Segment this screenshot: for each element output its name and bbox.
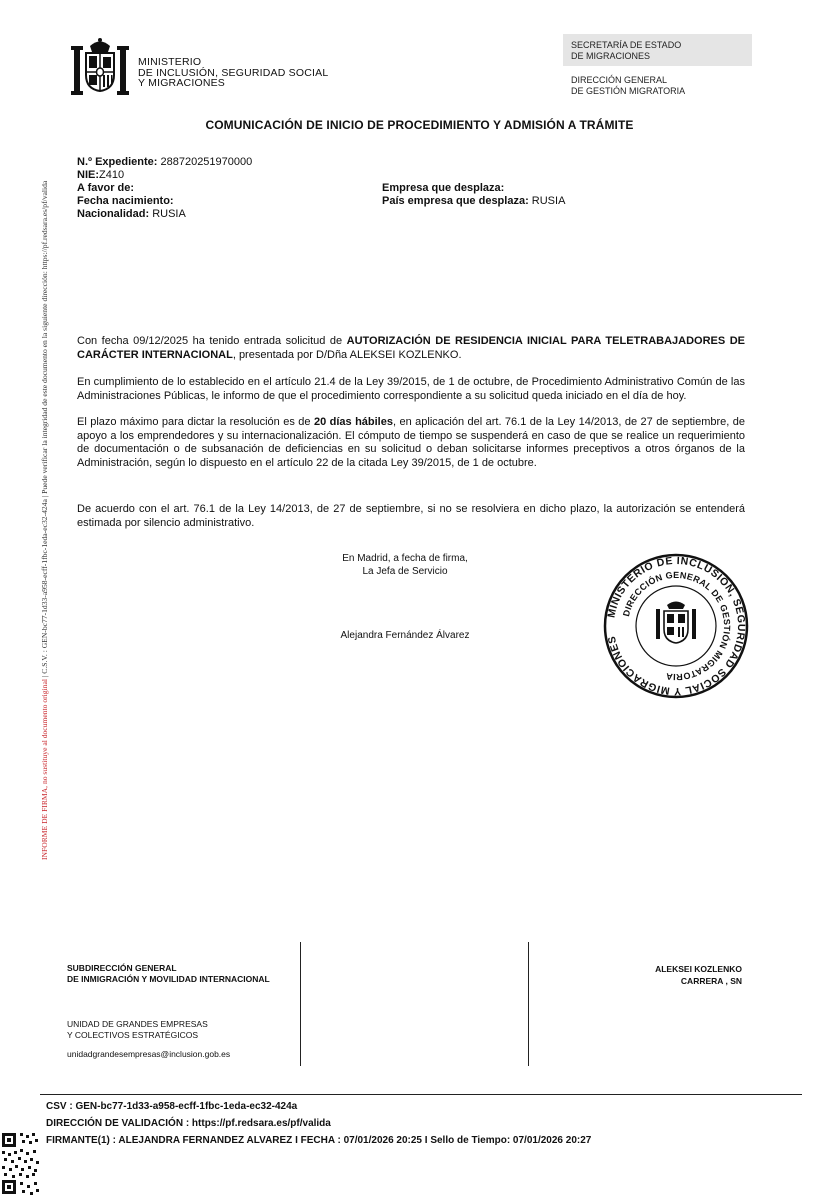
- field-favor: [77, 182, 134, 195]
- addressee-name: ALEKSEI KOZLENKO: [655, 964, 742, 974]
- ministry-line-1: MINISTERIO: [138, 56, 202, 68]
- unidad-line-2: Y COLECTIVOS ESTRATÉGICOS: [67, 1030, 198, 1040]
- vertical-divider-left: [300, 942, 301, 1066]
- nie-value: Z410: [99, 169, 125, 181]
- expediente-label: N.º Expediente:: [77, 156, 158, 168]
- signature-role: La Jefa de Servicio: [362, 565, 448, 577]
- ministry-name: [138, 57, 328, 89]
- direccion-line-1: DIRECCIÓN GENERAL: [571, 75, 668, 85]
- expediente-value: 288720251970000: [160, 156, 253, 168]
- p1-text-a: Con fecha 09/12/2025 ha tenido entrada solicitud de: [77, 335, 347, 347]
- paragraph-1: [77, 335, 745, 362]
- subdireccion-line-2: DE INMIGRACIÓN Y MOVILIDAD INTERNACIONAL: [67, 974, 270, 984]
- side-text-black: | C.S.V. : GEN-bc77-1d33-a958-ecff-1fbc-1eda-ec32-424a | Puede verificar la integridad de este documento en la siguiente dirección: https://pf.redsara.es/pf/valida: [40, 180, 49, 680]
- ministry-line-3: Y MIGRACIONES: [138, 77, 226, 89]
- vertical-divider-right: [528, 942, 529, 1066]
- nie-label: NIE:: [77, 169, 99, 181]
- validation-url-line: DIRECCIÓN DE VALIDACIÓN : https://pf.redsara.es/pf/valida: [46, 1118, 331, 1129]
- field-fecha-nacimiento: [77, 195, 174, 208]
- favor-label: A favor de:: [77, 182, 135, 194]
- subdireccion-line-1: SUBDIRECCIÓN GENERAL: [67, 963, 177, 973]
- document-title: COMUNICACIÓN DE INICIO DE PROCEDIMIENTO Y ADMISIÓN A TRÁMITE: [205, 118, 634, 132]
- pais-label: País empresa que desplaza:: [382, 195, 529, 207]
- fecha-nac-label: Fecha nacimiento:: [77, 195, 174, 207]
- paragraph-3: [77, 416, 745, 470]
- stamp-coat-icon: [656, 602, 696, 644]
- ministry-line-2: DE INCLUSIÓN, SEGURIDAD SOCIAL: [138, 66, 329, 79]
- addressee-address: CARRERA , SN: [680, 976, 742, 986]
- signer-name: Alejandra Fernández Álvarez: [340, 630, 470, 641]
- field-expediente: [77, 156, 252, 169]
- signer-line: FIRMANTE(1) : ALEJANDRA FERNANDEZ ALVAREZ I FECHA : 07/01/2026 20:25 I Sello de Tiempo: 07/01/2026 20:27: [46, 1135, 592, 1146]
- paragraph-2: En cumplimiento de lo establecido en el artículo 21.4 de la Ley 39/2015, de 1 de octubre, de Procedimiento Administrativo Común de las Administraciones Públicas, le informo de que el procedimiento correspondiente a su solicitud queda iniciado en el día de hoy.: [77, 376, 745, 402]
- signature-place: En Madrid, a fecha de firma,: [342, 553, 468, 564]
- official-stamp: [603, 553, 749, 699]
- stamp-inner-text: DIRECCIÓN GENERAL DE GESTIÓN MIGRATORIA: [620, 569, 733, 683]
- p1-text-c: , presentada por D/Dña ALEKSEI KOZLENKO.: [232, 348, 462, 361]
- unidad-line-1: UNIDAD DE GRANDES EMPRESAS: [67, 1019, 208, 1029]
- footer-divider: [40, 1094, 802, 1095]
- paragraph-4: De acuerdo con el art. 76.1 de la Ley 14/2013, de 27 de septiembre, si no se resolviera en dicho plazo, la autorización se entenderá estimada por silencio administrativo.: [77, 503, 745, 529]
- field-nacionalidad: [77, 208, 186, 221]
- secretaria-line-2: DE MIGRACIONES: [571, 51, 651, 61]
- field-nie: [77, 169, 124, 182]
- secretaria-line-1: SECRETARÍA DE ESTADO: [571, 40, 682, 50]
- stamp-outer-text: MINISTERIO DE INCLUSIÓN, SEGURIDAD SOCIAL Y MIGRACIONES: [605, 554, 748, 698]
- empresa-label: Empresa que desplaza:: [382, 182, 505, 194]
- p3-text-a: El plazo máximo para dictar la resolución es de: [77, 416, 314, 428]
- pais-value: RUSIA: [531, 195, 566, 207]
- field-pais-empresa: [382, 195, 565, 208]
- direccion-general: [571, 75, 685, 97]
- p3-text-c: , en aplicación del art. 76.1 de la Ley 14/2013, de 27 de septiembre, de apoyo a los emprendedores y su internacionalización. El cómputo de tiempo se suspenderá en caso de que se realice un requerimiento de documentación o de subsanación de deficiencias en su solicitud o deban solicitarse informes preceptivos a otros órganos de la Administración, según lo dispuesto en el artículo 22 de la citada Ley 39/2015, de 1 de octubre.: [77, 416, 746, 469]
- qr-code-icon: [0, 1130, 40, 1200]
- addressee-block: [560, 963, 742, 987]
- side-verification-text: [38, 70, 52, 860]
- p1-text-b: AUTORIZACIÓN DE RESIDENCIA INICIAL PARA TELETRABAJADORES DE CARÁCTER INTERNACIONAL: [77, 335, 745, 361]
- nacionalidad-value: RUSIA: [152, 208, 186, 220]
- side-text-red: INFORME DE FIRMA, no sustituye al documento original: [40, 679, 49, 860]
- unidad-block: [67, 1019, 208, 1041]
- p3-text-b: 20 días hábiles: [313, 416, 393, 428]
- csv-line: CSV : GEN-bc77-1d33-a958-ecff-1fbc-1eda-ec32-424a: [46, 1101, 298, 1112]
- nacionalidad-label: Nacionalidad:: [77, 208, 150, 220]
- coat-of-arms-icon: [68, 36, 132, 100]
- direccion-line-2: DE GESTIÓN MIGRATORIA: [571, 86, 686, 96]
- secretaria-box: [563, 34, 752, 66]
- signature-block: [300, 553, 510, 578]
- subdireccion-block: [67, 963, 270, 985]
- field-empresa: [382, 182, 504, 195]
- contact-email: unidadgrandesempresas@inclusion.gob.es: [67, 1049, 231, 1059]
